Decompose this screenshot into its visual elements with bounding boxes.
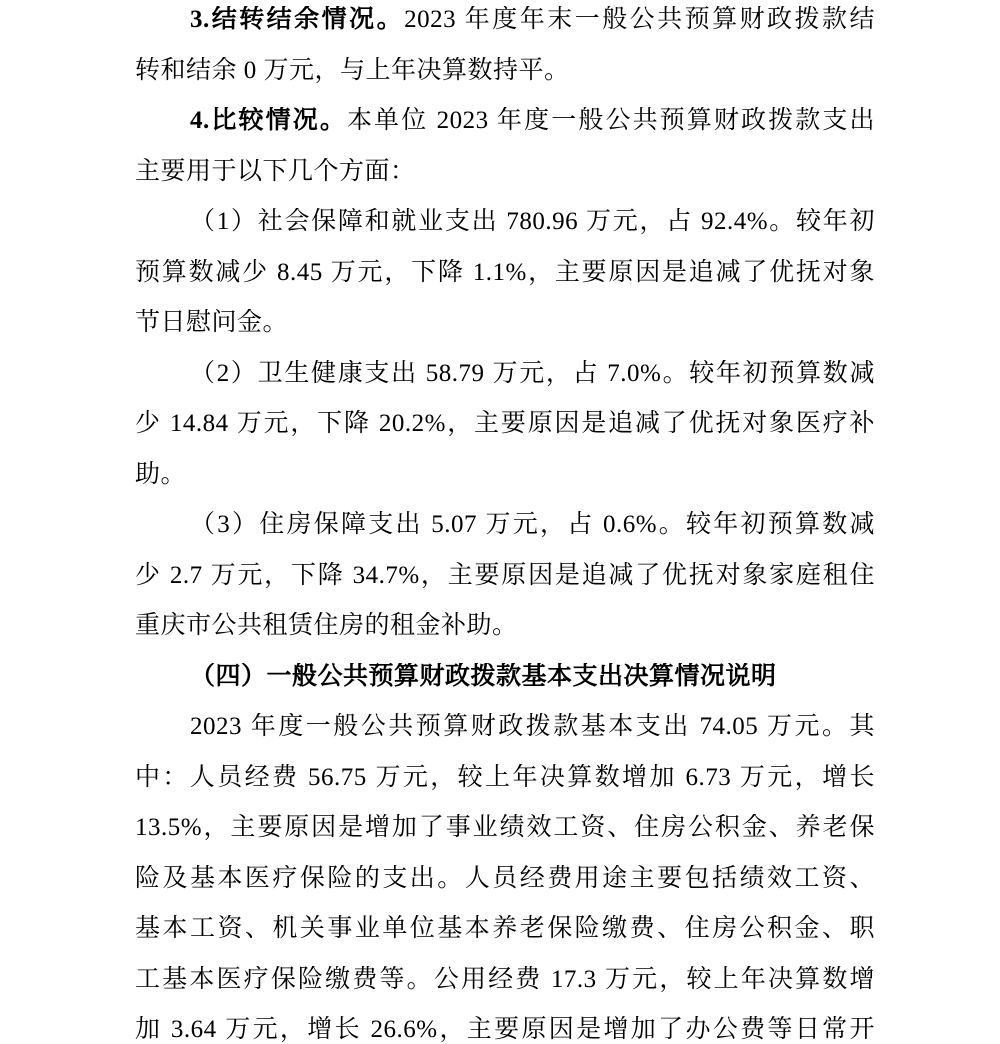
text-line xyxy=(135,6,875,34)
text-line: 重庆市公共租赁住房的租金补助。 xyxy=(135,612,518,639)
text-line: 主要用于以下几个方面： xyxy=(135,157,416,185)
text-line: 少 14.84 万元，下降 20.2%，主要原因是追减了优抚对象医疗补 xyxy=(135,410,875,437)
paragraph-item-health xyxy=(135,360,875,489)
paragraph-item-social-security xyxy=(135,208,875,337)
paragraph-item-housing xyxy=(135,511,875,640)
text-line: 2023 年度一般公共预算财政拨款基本支出 74.05 万元。其 xyxy=(190,713,875,740)
text-line: （2）卫生健康支出 58.79 万元，占 7.0%。较年初预算数减 xyxy=(190,359,875,387)
text-line: 13.5%，主要原因是增加了事业绩效工资、住房公积金、养老保 xyxy=(135,814,875,841)
document-text xyxy=(135,6,875,1044)
line-text: 2023 年度年末一般公共预算财政拨款结 xyxy=(404,6,875,33)
text-line: 节日慰问金。 xyxy=(135,309,289,336)
text-line: （1）社会保障和就业支出 780.96 万元，占 92.4%。较年初 xyxy=(190,208,875,235)
paragraph-carryover xyxy=(135,6,875,85)
inline-heading: 4.比较情况。 xyxy=(190,107,347,134)
text-line: 助。 xyxy=(135,460,187,488)
line-text: 本单位 2023 年度一般公共预算财政拨款支出 xyxy=(346,107,875,134)
inline-heading: 3.结转结余情况。 xyxy=(190,6,405,33)
text-line: （3）住房保障支出 5.07 万元，占 0.6%。较年初预算数减 xyxy=(190,511,875,538)
text-line: 加 3.64 万元，增长 26.6%，主要原因是增加了办公费等日常开 xyxy=(135,1016,875,1043)
text-line: 基本工资、机关事业单位基本养老保险缴费、住房公积金、职 xyxy=(135,915,875,942)
text-line xyxy=(135,107,875,135)
section-title: （四）一般公共预算财政拨款基本支出决算情况说明 xyxy=(190,662,777,690)
paragraph-basic-expenditure xyxy=(135,713,875,1044)
text-line: 少 2.7 万元，下降 34.7%，主要原因是追减了优抚对象家庭租住 xyxy=(135,561,875,589)
text-line: 险及基本医疗保险的支出。人员经费用途主要包括绩效工资、 xyxy=(135,864,875,892)
text-line: 转和结余 0 万元，与上年决算数持平。 xyxy=(135,56,570,84)
section-heading xyxy=(135,663,875,691)
text-line: 工基本医疗保险缴费等。公用经费 17.3 万元，较上年决算数增 xyxy=(135,965,875,993)
paragraph-comparison xyxy=(135,107,875,186)
text-line: 中：人员经费 56.75 万元，较上年决算数增加 6.73 万元，增长 xyxy=(135,763,875,791)
text-line: 预算数减少 8.45 万元，下降 1.1%，主要原因是追减了优抚对象 xyxy=(135,258,875,286)
